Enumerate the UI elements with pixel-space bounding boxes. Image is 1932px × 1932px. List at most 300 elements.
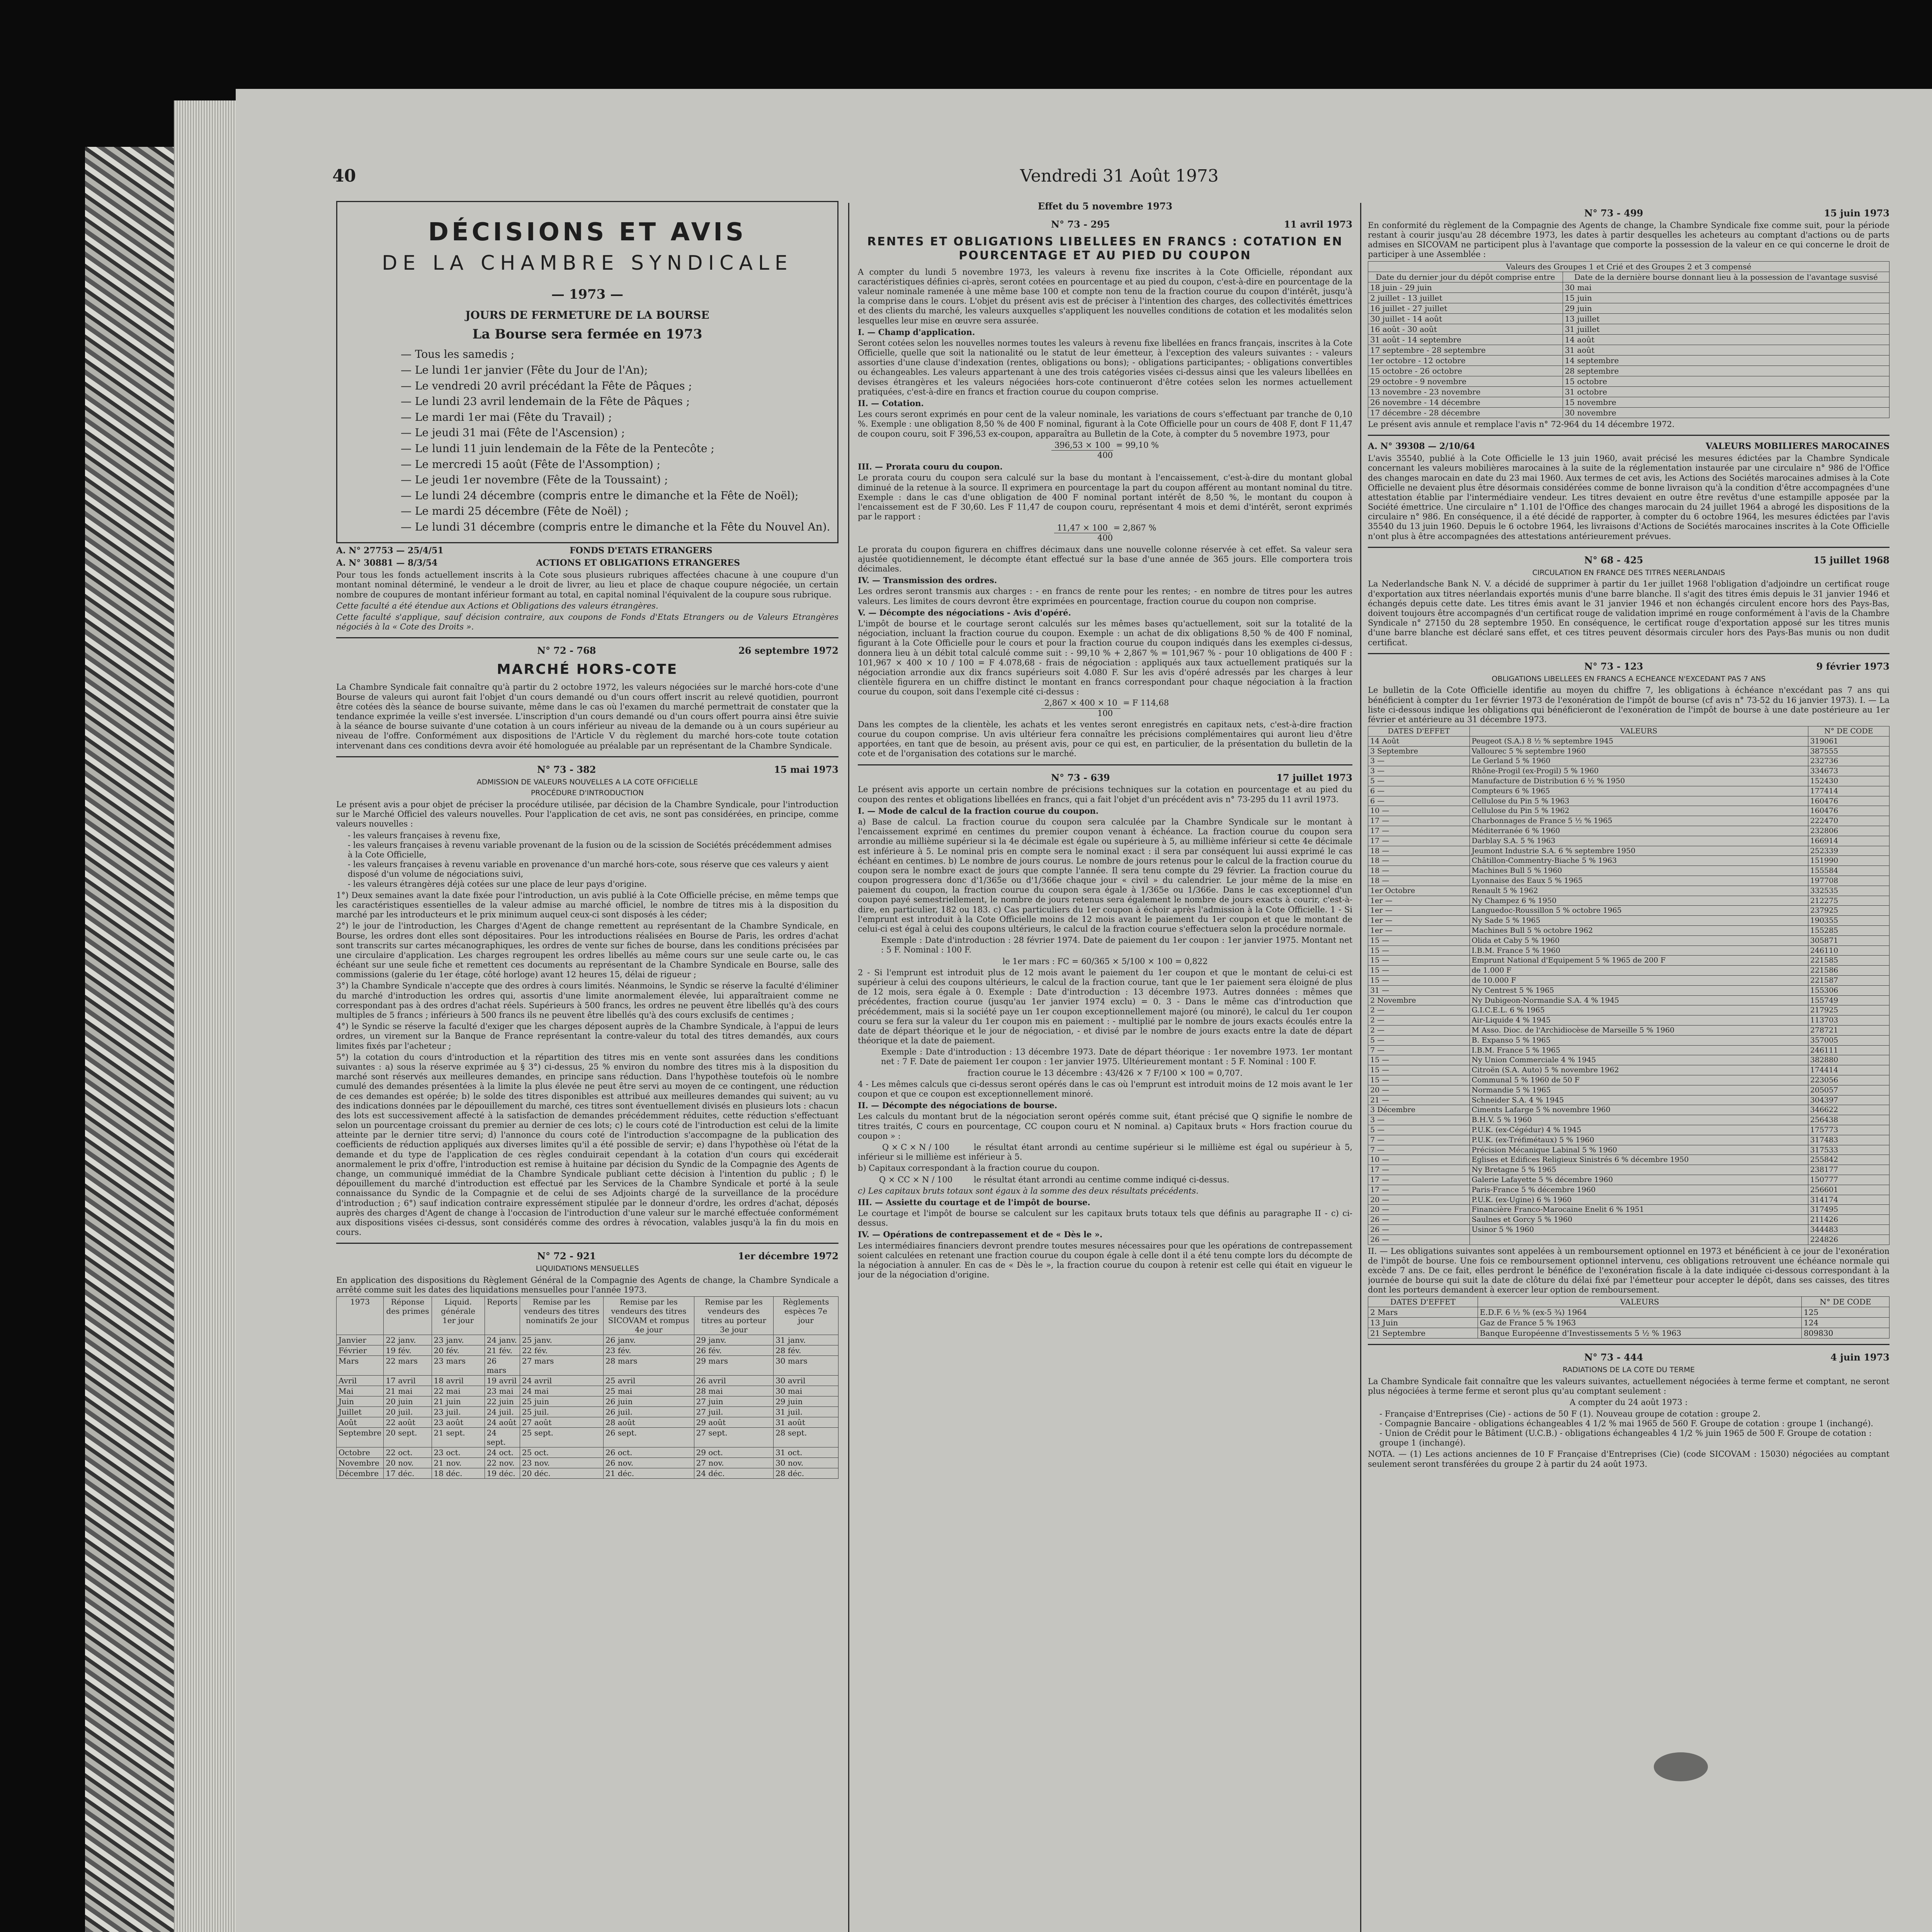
table-cell: 2 —	[1368, 1005, 1470, 1015]
closing-day-item: — Tous les samedis ;	[401, 348, 515, 361]
notice-date: 1er décembre 1972	[738, 1250, 838, 1262]
paragraph: Les ordres seront transmis aux charges : - en francs de rente pour les rentes; - en nombre de titres pour les autres valeurs. Les limites de cours devront être exprimées en pourcentage, fraction courue du coupon non comprise.	[858, 587, 1352, 606]
table-cell: 317483	[1808, 1135, 1889, 1145]
table-cell: 21 nov.	[432, 1458, 485, 1468]
table-cell: 3 Septembre	[1368, 746, 1470, 756]
table-cell: 223056	[1808, 1075, 1889, 1085]
table-cell: 29 oct.	[694, 1447, 774, 1458]
table-cell: 21 déc.	[604, 1468, 694, 1479]
table-cell: Emprunt National d'Equipement 5 % 1965 de 200 F	[1469, 956, 1808, 966]
table-cell: 17 —	[1368, 836, 1470, 846]
table-cell: 15 —	[1368, 966, 1470, 976]
table-cell: Jeumont Industrie S.A. 6 % septembre 1950	[1469, 846, 1808, 856]
table-cell: 152430	[1808, 776, 1889, 786]
table-cell: Vallourec 5 % septembre 1960	[1469, 746, 1808, 756]
notice-date: 11 avril 1973	[1284, 218, 1352, 230]
formula-note: le résultat étant arrondi au centime comme indiqué ci-dessus.	[974, 1175, 1230, 1184]
table-body	[1368, 1307, 1889, 1338]
table-cell: 29 mars	[694, 1356, 774, 1376]
formula-result: = 2,867 %	[1113, 523, 1156, 533]
notice-title: MARCHÉ HORS-COTE	[497, 662, 678, 678]
table-cell: 17 —	[1368, 816, 1470, 826]
table-row	[1368, 935, 1889, 946]
paragraph: 5°) la cotation du cours d'introduction et la répartition des titres mis en vente sont assurées dans les conditions suivantes : a) sous la réserve exprimée au § 3°) ci-dessus, 25 % environ du nombre des titres mis à la disposition du marché sont réservés aux meilleures demandes, en principe sans réduction. Dans l'hypothèse toutefois où le nombre cumulé des demandes présentées à la limite la plus élevée ne peut être servi au moyen de ce contingent, une réduction de ces demandes est opérée; b) le solde des titres disponibles est attribué aux meilleures demandes qui suivent; au vu des indications données par le dépouillement du marché, ces titres sont éventuellement divisés en plusieurs lots : chacun des lots est successivement affecté à la satisfaction de demandes précédemment réduites, cette réduction s'effectuant selon un pourcentage croissant du premier au dernier de ces lots; c) le cours coté de l'introduction est celui de la limite atteinte par le dernier titre servi; d) l'annonce du cours coté de l'introduction s'accompagne de la publication des coefficients de réduction appliqués aux diverses limites qu'il a été possible de servir; e) dans l'hypothèse où l'état de la demande et du type de l'application de ces règles conduirait cependant à la cotation d'un cours qui excéderait anormalement le prix d'offre, l'introduction est remise à huitaine par décision du Syndic de la Compagnie des Agents de change, un communiqué immédiat de la Chambre Syndicale publiant cette décision à l'intention du public ; f) le dépouillement du marché d'introduction est effectué par les Services de la Chambre Syndicale et porté à la seule connaissance du Syndic de la Compagnie et de celui de ses Adjoints chargé de la surveillance de la procédure d'introduction ; 6°) sauf indication contraire expressément stipulée par le donneur d'ordre, les ordres d'achat, déposés auprès des charges d'Agent de change à l'occasion de l'introduction d'une valeur sur le marché effectuée conformément aux dispositions visées ci-dessus, sont considérés comme des ordres à révocation, valables jusqu'à la fin du mois en cours.	[336, 1052, 838, 1237]
table-cell: 23 juil.	[432, 1407, 485, 1417]
divider	[1368, 435, 1889, 436]
table-cell: Octobre	[337, 1447, 384, 1458]
table-cell: 155584	[1808, 866, 1889, 876]
table-cell: Décembre	[337, 1468, 384, 1479]
paragraph: 2°) le jour de l'introduction, les Charges d'Agent de change remettent au représentant de la Chambre Syndicale, en Bourse, les ordres dont elles sont dépositaires. Pour les introductions réalisées en Bourse de Paris, les ordres d'achat sont transcrits sur cartes mécanographiques, les ordres de vente sur fiches de bourse, dans les conditions précisées par une circulaire d'application. Les charges regroupent les ordres libellés au même cours sur une seule carte ou, le cas échéant sur une seule fiche et remettent ces documents au représentant de la Chambre Syndicale en Bourse, salle des commissions (galerie du 1er étage, côté horloge) avant 12 heures 15, délai de rigueur ;	[336, 921, 838, 980]
table-cell: 22 oct.	[384, 1447, 432, 1458]
table-row	[1368, 906, 1889, 916]
table-cell: 16 juillet - 27 juillet	[1368, 303, 1563, 313]
table-cell: 255842	[1808, 1155, 1889, 1165]
table-cell: 27 mars	[520, 1356, 603, 1376]
subsection-heading: I. — Mode de calcul de la fraction courue du coupon.	[858, 806, 1099, 816]
notice-date: 15 juillet 1968	[1813, 554, 1889, 566]
notice-number: A. N° 39308 — 2/10/64	[1368, 441, 1475, 451]
section-title: DÉCISIONS ET AVIS	[428, 218, 747, 247]
table-row	[1368, 376, 1889, 386]
table-cell: Paris-France 5 % décembre 1960	[1469, 1185, 1808, 1195]
table-cell: 7 —	[1368, 1135, 1470, 1145]
table-row	[1368, 776, 1889, 786]
table-cell: 31 —	[1368, 985, 1470, 995]
book-binding	[85, 147, 174, 1932]
table-cell: 18 juin - 29 juin	[1368, 282, 1563, 293]
table-cell: 15 octobre - 26 octobre	[1368, 366, 1563, 376]
table-cell: 20 nov.	[384, 1458, 432, 1468]
table-cell: Peugeot (S.A.) 8 ½ % septembre 1945	[1469, 736, 1808, 746]
table-cell: 304397	[1808, 1095, 1889, 1105]
table-cell: 28 août	[604, 1417, 694, 1428]
paragraph: Cette faculté a été étendue aux Actions et Obligations des valeurs étrangères.	[336, 601, 658, 611]
column-header: 1973	[337, 1297, 384, 1335]
table-cell: Banque Européenne d'Investissements 5 ½ % 1963	[1478, 1328, 1801, 1338]
notice-title: LIQUIDATIONS MENSUELLES	[536, 1264, 639, 1273]
subsection-heading: III. — Prorata couru du coupon.	[858, 462, 1003, 472]
formula-note: le résultat étant arrondi au centime supérieur si le millième est égal ou supérieur à 5, inférieur si le millième est inférieur à 5.	[858, 1142, 1352, 1162]
notice-ref	[336, 546, 838, 556]
column-rule	[1360, 203, 1361, 1932]
table-row	[1368, 303, 1889, 313]
table-cell: 24 juil.	[485, 1407, 520, 1417]
table-cell: 21 mai	[384, 1386, 432, 1396]
table-row	[1368, 1135, 1889, 1145]
paragraph: Cette faculté s'applique, sauf décision contraire, aux coupons de Fonds d'Etats Etrangers ou de Valeurs Etrangères négociés à la « Cote des Droits ».	[336, 612, 838, 632]
table-row	[1368, 1235, 1889, 1245]
paragraph: 4 - Les mêmes calculs que ci-dessus seront opérés dans le cas où l'emprunt est introduit moins de 12 mois avant le 1er coupon et que ce coupon est exceptionnellement minoré.	[858, 1079, 1352, 1099]
year-heading: — 1973 —	[551, 287, 624, 303]
table-cell: 222470	[1808, 816, 1889, 826]
table-cell: 15 —	[1368, 935, 1470, 946]
table-row	[1368, 766, 1889, 776]
table-header-row	[1368, 1297, 1889, 1307]
table-cell: 31 janv.	[774, 1335, 838, 1345]
table-cell: P.U.K. (ex-Ugine) 6 % 1960	[1469, 1195, 1808, 1205]
table-cell: Ny Centrest 5 % 1965	[1469, 985, 1808, 995]
table-cell: 30 mai	[774, 1386, 838, 1396]
column-2	[858, 201, 1352, 1932]
table-cell: 224826	[1808, 1235, 1889, 1245]
table-cell: 30 mars	[774, 1356, 838, 1376]
table-row	[1368, 1307, 1889, 1318]
list-item: - Française d'Entreprises (Cie) - actions de 50 F (1). Nouveau groupe de cotation : groupe 2.	[1379, 1409, 1761, 1418]
example: Exemple : Date d'introduction : 28 février 1974. Date de paiement du 1er coupon : 1er janvier 1975. Montant net : 5 F. Nominal : 100 F.	[881, 935, 1352, 955]
table-cell: 29 octobre - 9 novembre	[1368, 376, 1563, 386]
paragraph: A compter du lundi 5 novembre 1973, les valeurs à revenu fixe inscrites à la Cote Officielle, répondant aux caractéristiques définies ci-après, seront cotées en pourcentage et au pied du coupon, c'est-à-dire en pourcentage de la valeur nominale ramenée à une même base 100 et compte non tenu de la fraction courue du coupon d'intérêt, jusqu'à la comprise dans le cours. L'objet du présent avis est de préciser à l'intention des charges, des collectivités émettrices et des clients du marché, les valeurs auxquelles s'appliquent les nouvelles conditions de cotation et les modalités selon lesquelles leur mise en œuvre sera assurée.	[858, 267, 1352, 325]
table-cell: 7 —	[1368, 1045, 1470, 1055]
table-cell: 23 fév.	[604, 1345, 694, 1356]
exclusion-list	[348, 831, 838, 889]
table-cell: B.H.V. 5 % 1960	[1469, 1115, 1808, 1125]
table-cell: Darblay S.A. 5 % 1963	[1469, 836, 1808, 846]
formula-denominator: 400	[1097, 450, 1113, 460]
table-cell: 28 fév.	[774, 1345, 838, 1356]
table-cell: Le Gerland 5 % 1960	[1469, 756, 1808, 766]
table-cell	[1469, 1235, 1808, 1245]
table-row	[1368, 1155, 1889, 1165]
table-cell: Schneider S.A. 4 % 1945	[1469, 1095, 1808, 1105]
table-cell: 1er —	[1368, 926, 1470, 936]
table-row	[1368, 876, 1889, 886]
table-cell: G.I.C.E.L. 6 % 1965	[1469, 1005, 1808, 1015]
table-row	[337, 1468, 838, 1479]
table-cell: 18 —	[1368, 856, 1470, 866]
table-cell: de 10.000 F	[1469, 975, 1808, 985]
table-cell: 2 juillet - 13 juillet	[1368, 293, 1563, 303]
table-row	[1368, 926, 1889, 936]
table-cell: 382880	[1808, 1055, 1889, 1065]
table-header-row	[1368, 726, 1889, 736]
table-row	[1368, 282, 1889, 293]
table-row	[1368, 345, 1889, 355]
table-cell: 13 novembre - 23 novembre	[1368, 386, 1563, 397]
table-cell: 387555	[1808, 746, 1889, 756]
divider	[858, 764, 1352, 765]
table-cell: 31 octobre	[1563, 386, 1889, 397]
table-cell: 26 juil.	[604, 1407, 694, 1417]
table-cell: 26 —	[1368, 1215, 1470, 1225]
notice-number: N° 73 - 123	[1584, 660, 1643, 672]
formula	[858, 698, 1352, 718]
divider	[1368, 653, 1889, 654]
table-row	[337, 1428, 838, 1447]
table-cell: 319061	[1808, 736, 1889, 746]
table-cell: 15 —	[1368, 1065, 1470, 1075]
table-cell: 212275	[1808, 896, 1889, 906]
table-row	[1368, 1015, 1889, 1026]
table-cell: Financière Franco-Marocaine Enelit 6 % 1951	[1469, 1205, 1808, 1215]
table-cell: 26 sept.	[604, 1428, 694, 1447]
closing-title: JOURS DE FERMETURE DE LA BOURSE	[465, 308, 709, 321]
table-row	[337, 1356, 838, 1376]
column-header: VALEURS	[1469, 726, 1808, 736]
table-row	[1368, 836, 1889, 846]
formula	[858, 440, 1352, 460]
table-row	[1368, 796, 1889, 806]
table-cell: 14 août	[1563, 334, 1889, 345]
table-cell: Rhône-Progil (ex-Progil) 5 % 1960	[1469, 766, 1808, 776]
table-cell: 15 —	[1368, 956, 1470, 966]
table-cell: 15 —	[1368, 1075, 1470, 1085]
table-cell: 31 août	[774, 1417, 838, 1428]
list-item: - les valeurs étrangères déjà cotées sur une place de leur pays d'origine.	[348, 879, 647, 889]
page-number: 40	[332, 166, 356, 186]
table-cell: 31 oct.	[774, 1447, 838, 1458]
table-row	[1368, 806, 1889, 816]
table-cell: Ny Bretagne 5 % 1965	[1469, 1165, 1808, 1175]
paragraph: 1°) Deux semaines avant la date fixée pour l'introduction, un avis publié à la Cote Officielle précise, en même temps que les caractéristiques essentielles de la valeur admise au marché officiel, le nombre de titres mis à la disposition du marché par les introducteurs et le prix minimum auquel ceux-ci sont disposés à les céder;	[336, 890, 838, 920]
liquidation-table	[336, 1296, 838, 1479]
notice-header	[1368, 208, 1889, 219]
table-cell: M Asso. Dioc. de l'Archidiocèse de Marseille 5 % 1960	[1469, 1025, 1808, 1035]
table-cell: 175773	[1808, 1125, 1889, 1135]
table-cell: 18 —	[1368, 846, 1470, 856]
paragraph: 4°) le Syndic se réserve la faculté d'exiger que les charges déposent auprès de la Chambre Syndicale, à l'appui de leurs ordres, un virement sur la Banque de France représentant la contre-valeur du total des titres demandés, aux cours limites fixés par l'acheteur ;	[336, 1022, 838, 1051]
table-cell: 155749	[1808, 995, 1889, 1005]
table-row	[1368, 397, 1889, 407]
table-cell: Compteurs 6 % 1965	[1469, 786, 1808, 796]
paragraph: L'avis 35540, publié à la Cote Officielle le 13 juin 1960, avait précisé les mesures édictées par la Chambre Syndicale concernant les valeurs mobilières marocaines à la suite de la réglementation instaurée par une circulaire n° 986 de l'Office des changes marocain en date du 23 mai 1960. Aux termes de cet avis, les Actions des Sociétés marocaines admises à la Cote Officielle ne devaient plus être désormais considérées comme de bonne livraison qu'à la condition d'être accompagnées d'une attestation établie par l'intermédiaire vendeur. Les titres devaient en outre être revêtus d'une estampille apposée par la Société émettrice. Une circulaire n° 1.101 de l'Office des changes marocain du 24 juillet 1964 a abrogé les dispositions de la circulaire n° 986. En conséquence, il a été décidé de rapporter, à compter du 6 octobre 1964, les mesures édictées par l'avis 35540 du 13 juin 1960. Depuis le 6 octobre 1964, les livraisons d'Actions de Sociétés marocaines inscrites à la Cote Officielle n'ont plus à être accompagnées des attestations antérieurement prévues.	[1368, 454, 1889, 541]
column-header: N° DE CODE	[1802, 1297, 1889, 1307]
notice-title: OBLIGATIONS LIBELLEES EN FRANCS A ECHEANCE N'EXCEDANT PAS 7 ANS	[1492, 674, 1766, 683]
table-cell: 30 mai	[1563, 282, 1889, 293]
table-cell: 1er Octobre	[1368, 886, 1470, 896]
closing-day-item: — Le mardi 25 décembre (Fête de Noël) ;	[401, 505, 629, 518]
formula: fraction courue le 13 décembre : 43/426 × 7 F/100 × 100 = 0,707.	[968, 1068, 1243, 1078]
closing-day-item: — Le jeudi 31 mai (Fête de l'Ascension) ;	[401, 426, 625, 439]
table-cell: 5 —	[1368, 776, 1470, 786]
table-cell: 13 juillet	[1563, 313, 1889, 324]
table-cell: 27 nov.	[694, 1458, 774, 1468]
table-cell: 174414	[1808, 1065, 1889, 1075]
paragraph: Le bulletin de la Cote Officielle identifie au moyen du chiffre 7, les obligations à échéance n'excédant pas 7 ans qui bénéficient à compter du 1er février 1973 de l'exonération de l'impôt de bourse (cf avis n° 73-52 du 16 janvier 1973). I. — La liste ci-dessous indique les obligations qui bénéficieront de l'exonération de l'impôt de bourse à une date postérieure au 1er février et antérieure au 31 décembre 1973.	[1368, 685, 1889, 724]
paragraph: La Nederlandsche Bank N. V. a décidé de supprimer à partir du 1er juillet 1968 l'obligation d'adjoindre un certificat rouge d'exportation aux titres néerlandais exportés munis d'une barre blanche. Il s'agit des titres émis depuis le 31 janvier 1946 et échangés depuis cette date. Les titres émis avant le 31 janvier 1946 et non échangés circulent encore hors des Pays-Bas, doivent toujours être accompagnés d'un certificat rouge de validation imprimé en rouge conformément à l'avis de la Chambre Syndicale n° 27150 du 28 septembre 1950. En conséquence, le certificat rouge d'exportation apposé sur les titres munis d'une barre blanche est déclaré sans effet, et ces titres peuvent désormais circuler hors des Pays-Bas munis ou non dudit certificat.	[1368, 579, 1889, 647]
table-cell: 27 sept.	[694, 1428, 774, 1447]
table-cell: 23 mars	[432, 1356, 485, 1376]
notice-date: 26 septembre 1972	[738, 645, 838, 656]
table-cell: 20 juil.	[384, 1407, 432, 1417]
paragraph: En conformité du règlement de la Compagnie des Agents de change, la Chambre Syndicale fixe comme suit, pour la période restant à courir jusqu'au 28 décembre 1973, les dates à partir desquelles les acheteurs au comptant d'actions ou de parts admises en SICOVAM ne participent plus à l'avantage que comporte la possession de la valeur en ce qui concerne le droit de participer à une Assemblée :	[1368, 220, 1889, 259]
table-cell: 23 janv.	[432, 1335, 485, 1345]
table-cell: 2 Mars	[1368, 1307, 1478, 1318]
table-cell: 177414	[1808, 786, 1889, 796]
list-item: - Union de Crédit pour le Bâtiment (U.C.B.) - obligations échangeables 4 1/2 % juin 1965 de 500 F. Groupe de cotation : groupe 1 (inchangé).	[1379, 1428, 1872, 1448]
notice-header	[336, 764, 838, 776]
table-cell: 334673	[1808, 766, 1889, 776]
table-cell: 278721	[1808, 1025, 1889, 1035]
table-cell: 357005	[1808, 1035, 1889, 1045]
table-row	[1368, 324, 1889, 334]
table-cell: 17 septembre - 28 septembre	[1368, 345, 1563, 355]
table-cell: 18 —	[1368, 876, 1470, 886]
table-cell: 24 déc.	[694, 1468, 774, 1479]
notice-title: ADMISSION DE VALEURS NOUVELLES A LA COTE OFFICIELLE	[476, 777, 698, 786]
table-cell: 197708	[1808, 876, 1889, 886]
notice-date: 17 juillet 1973	[1276, 772, 1352, 783]
column-header: Reports	[485, 1297, 520, 1335]
table-cell: 28 sept.	[774, 1428, 838, 1447]
column-3	[1368, 201, 1889, 1932]
notice-number: N° 73 - 639	[1051, 772, 1110, 783]
table-cell: 15 juin	[1563, 293, 1889, 303]
table-cell: P.U.K. (ex-Cégédur) 4 % 1945	[1469, 1125, 1808, 1135]
table-cell: Ny Sade 5 % 1965	[1469, 916, 1808, 926]
formula	[858, 1143, 1352, 1162]
paragraph: L'impôt de bourse et le courtage seront calculés sur les mêmes bases qu'actuellement, soit sur la totalité de la négociation, incluant la fraction courue du coupon. Exemple : un achat de dix obligations 8,50 % de 400 F nominal, figurant à la Cote Officielle pour le cours et pour la fraction courue du coupon indiqués dans les exemples ci-dessus, donnera lieu à un débit total calculé comme suit : - 99,10 % + 2,867 % = 101,967 % - pour 10 obligations de 400 F : 101,967 × 400 × 10 / 100 = F 4.078,68 - frais de négociation : appliqués aux taux actuellement pratiqués sur la négociation arrondie aux dix francs supérieurs soit 4.080 F. Sur les avis d'opéré adressés par les charges à leur clientèle figurera en un chiffre distinct le montant en francs correspondant pour chaque négociation à la fraction courue du coupon, soit dans l'exemple cité ci-dessus :	[858, 619, 1352, 697]
notice-header	[858, 219, 1352, 230]
table-cell: 3 —	[1368, 766, 1470, 776]
table-cell: 155285	[1808, 926, 1889, 936]
table-cell: 809830	[1802, 1328, 1889, 1338]
column-header: Date du dernier jour du dépôt comprise entre	[1368, 272, 1563, 282]
table-cell: 155306	[1808, 985, 1889, 995]
table-cell: 22 juin	[485, 1396, 520, 1407]
nota: NOTA. — (1) Les actions anciennes de 10 F Française d'Entreprises (Cie) (code SICOVAM : 15030) négociées au comptant seulement seront transférées du groupe 2 à partir du 24 août 1973.	[1368, 1449, 1889, 1469]
table-cell: 19 fév.	[384, 1345, 432, 1356]
table-cell: 14 septembre	[1563, 355, 1889, 366]
list-item: - les valeurs françaises à revenu variable provenant de la fusion ou de la scission de Sociétés précédemment admises à la Cote Officielle,	[348, 840, 832, 860]
table-cell: 22 nov.	[485, 1458, 520, 1468]
closing-day-item: — Le lundi 11 juin lendemain de la Fête de la Pentecôte ;	[401, 442, 714, 455]
formula	[858, 1175, 1352, 1185]
table-cell: Lyonnaise des Eaux 5 % 1965	[1469, 876, 1808, 886]
table-row	[1368, 866, 1889, 876]
notice-subtitle: PROCÉDURE D'INTRODUCTION	[531, 789, 644, 798]
table-row	[1368, 985, 1889, 995]
table-cell: 15 novembre	[1563, 397, 1889, 407]
formula-expression: Q × C × N / 100	[882, 1142, 950, 1152]
table-cell: Usinor 5 % 1960	[1469, 1225, 1808, 1235]
table-cell: 25 sept.	[520, 1428, 603, 1447]
table-row	[337, 1345, 838, 1356]
table-cell: 24 janv.	[485, 1335, 520, 1345]
divider	[1368, 1344, 1889, 1345]
notice-title: RENTES ET OBLIGATIONS LIBELLEES EN FRANCS : COTATION EN POURCENTAGE ET AU PIED DU COUPON	[867, 235, 1343, 262]
table-cell: 17 —	[1368, 1165, 1470, 1175]
table-cell: 10 —	[1368, 806, 1470, 816]
table-cell: Citroën (S.A. Auto) 5 % novembre 1962	[1469, 1065, 1808, 1075]
table-row	[1368, 1185, 1889, 1195]
table-cell: 24 oct.	[485, 1447, 520, 1458]
paragraph: Le présent avis annule et remplace l'avis n° 72-964 du 14 décembre 1972.	[1368, 419, 1675, 429]
table-cell: 20 —	[1368, 1085, 1470, 1095]
table-row	[1368, 1175, 1889, 1185]
table-cell: 25 avril	[604, 1376, 694, 1386]
table-cell: 26 avril	[694, 1376, 774, 1386]
column-header: Liquid. générale 1er jour	[432, 1297, 485, 1335]
table-cell: B. Expanso 5 % 1965	[1469, 1035, 1808, 1045]
paragraph: Le courtage et l'impôt de bourse se calculent sur les capitaux bruts totaux tels que définis au paragraphe II - c) ci-dessus.	[858, 1209, 1352, 1228]
notice-number: N° 73 - 499	[1584, 207, 1643, 219]
table-row	[1368, 1215, 1889, 1225]
effective-date: Effet du 5 novembre 1973	[1037, 201, 1173, 212]
closing-day-item: — Le lundi 1er janvier (Fête du Jour de l'An);	[401, 363, 648, 376]
table-row	[1368, 1195, 1889, 1205]
table-cell: Languedoc-Roussillon 5 % octobre 1965	[1469, 906, 1808, 916]
formula-denominator: 100	[1097, 708, 1113, 718]
table-cell: 190355	[1808, 916, 1889, 926]
table-row	[1368, 1205, 1889, 1215]
subsection-heading: II. — Cotation.	[858, 398, 924, 408]
table-cell: 232736	[1808, 756, 1889, 766]
table-cell: Manufacture de Distribution 6 ½ % 1950	[1469, 776, 1808, 786]
notice-title: RADIATIONS DE LA COTE DU TERME	[1562, 1366, 1695, 1374]
table-cell: 5 —	[1368, 1035, 1470, 1045]
notice-date: 4 juin 1973	[1830, 1352, 1889, 1363]
table-cell: 25 oct.	[520, 1447, 603, 1458]
notice-header	[1368, 555, 1889, 566]
subsection-heading: V. — Décompte des négociations - Avis d'opéré.	[858, 607, 1071, 617]
table-cell: 3 Décembre	[1368, 1105, 1470, 1115]
table-cell: 2 Novembre	[1368, 995, 1470, 1005]
table-row	[1368, 846, 1889, 856]
paragraph: 2 - Si l'emprunt est introduit plus de 12 mois avant le paiement du 1er coupon et que le montant de celui-ci est supérieur à celui des coupons ultérieurs, le calcul de la fraction courue, tant que le 1er paiement sera éloigné de plus de 12 mois, sera égale à 0. Exemple : Date d'introduction : 13 décembre 1973. Autres données : mêmes que précédentes, fraction courue (jusqu'au 1er janvier 1974 exclu) = 0. 3 - Dans le même cas d'introduction que précédemment, mais si la société paye un 1er coupon exceptionnellement majoré (ou minoré), le calcul du 1er coupon couru se fera sur la valeur du 1er coupon mis en paiement : - multiplié par le nombre de jours exacts écoulés entre la date de départ théorique et le jour de négociation, - et divisé par le nombre de jours exacts entre la date de départ théorique et la date de paiement.	[858, 968, 1352, 1046]
table-cell: 6 —	[1368, 796, 1470, 806]
table-cell: 317533	[1808, 1145, 1889, 1155]
table-cell: 26 juin	[604, 1396, 694, 1407]
table-row	[1368, 1115, 1889, 1125]
table-cell: E.D.F. 6 ½ % (ex-5 ¾) 1964	[1478, 1307, 1801, 1318]
notice-number: N° 72 - 768	[537, 645, 596, 656]
table-cell: Ny Champez 6 % 1950	[1469, 896, 1808, 906]
table-row	[337, 1376, 838, 1386]
table-cell: 7 —	[1368, 1145, 1470, 1155]
table-cell: Ny Dubigeon-Normandie S.A. 4 % 1945	[1469, 995, 1808, 1005]
table-cell: 29 juin	[774, 1396, 838, 1407]
table-row	[1368, 816, 1889, 826]
table-cell: Mai	[337, 1386, 384, 1396]
table-row	[1368, 1145, 1889, 1155]
closing-day-item: — Le vendredi 20 avril précédant la Fête de Pâques ;	[401, 379, 692, 392]
formula-numerator: 11,47 × 100	[1054, 523, 1111, 533]
table-cell: Septembre	[337, 1428, 384, 1447]
table-cell: Juin	[337, 1396, 384, 1407]
table-row	[1368, 856, 1889, 866]
notice-number: N° 68 - 425	[1584, 554, 1643, 566]
paragraph: Le prorata du coupon figurera en chiffres décimaux dans une nouvelle colonne réservée à cet effet. Sa valeur sera ajustée quotidiennement, le décompte étant effectué sur la base d'une année de 365 jours. Elle comportera trois décimales.	[858, 544, 1352, 574]
table-cell: 28 déc.	[774, 1468, 838, 1479]
table-cell: 1er —	[1368, 906, 1470, 916]
table-cell: 15 —	[1368, 1055, 1470, 1065]
table-cell: Châtillon-Commentry-Biache 5 % 1963	[1469, 856, 1808, 866]
table-cell: 17 décembre - 28 décembre	[1368, 407, 1563, 418]
table-cell: 166914	[1808, 836, 1889, 846]
table-cell: 2 —	[1368, 1025, 1470, 1035]
column-1	[336, 201, 838, 1932]
table-body	[1368, 282, 1889, 418]
list-item: - les valeurs françaises à revenu fixe,	[348, 830, 501, 840]
table-cell: 15 —	[1368, 975, 1470, 985]
table-cell: Eglises et Edifices Religieux Sinistrés 6 % décembre 1950	[1469, 1155, 1808, 1165]
table-row	[1368, 956, 1889, 966]
paragraph: Le présent avis a pour objet de préciser la procédure utilisée, par décision de la Chambre Syndicale, pour l'introduction sur le Marché Officiel des valeurs nouvelles. Pour l'application de cet avis, ne sont pas considérées, en principe, comme valeurs nouvelles :	[336, 800, 838, 829]
table-cell: 27 août	[520, 1417, 603, 1428]
table-row	[337, 1417, 838, 1428]
table-cell: 25 juil.	[520, 1407, 603, 1417]
subsection-heading: IV. — Transmission des ordres.	[858, 575, 997, 585]
table-cell: 237925	[1808, 906, 1889, 916]
paragraph: b) Capitaux correspondant à la fraction courue du coupon.	[858, 1163, 1100, 1173]
table-row	[1368, 355, 1889, 366]
table-cell: 26 —	[1368, 1225, 1470, 1235]
column-header: Règlements espèces 7e jour	[774, 1297, 838, 1335]
optional-repayment-table	[1368, 1296, 1889, 1338]
table-cell: Saulnes et Gorcy 5 % 1960	[1469, 1215, 1808, 1225]
table-body	[1368, 736, 1889, 1245]
